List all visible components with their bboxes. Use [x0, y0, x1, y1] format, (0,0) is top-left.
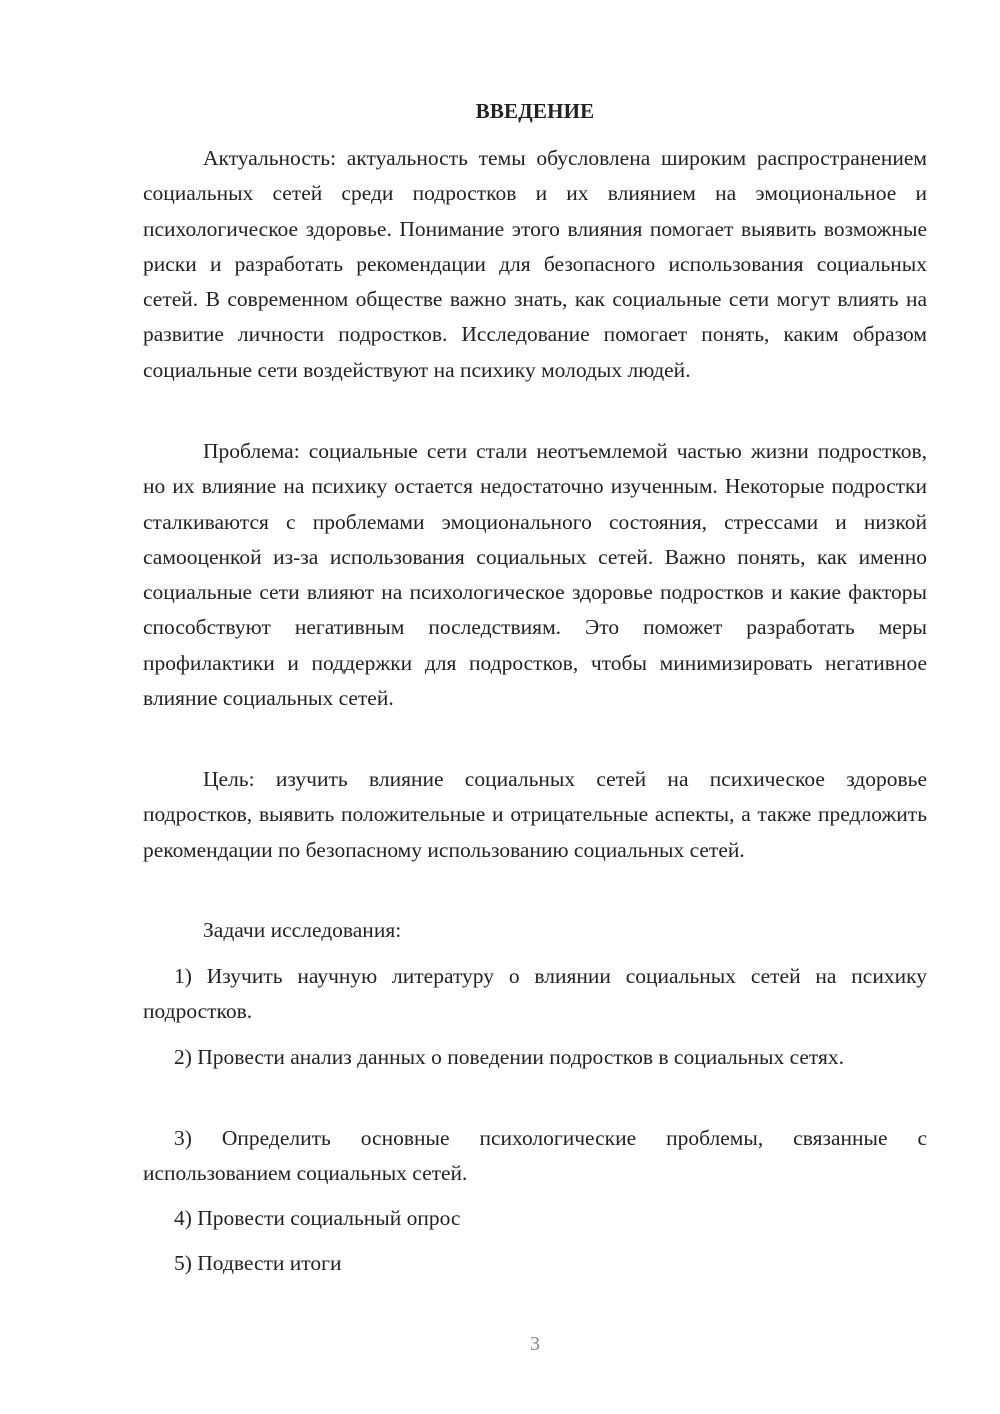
- paragraph-relevance: [143, 141, 927, 388]
- task-item-3: [143, 1121, 927, 1192]
- page-number: 3: [530, 1333, 540, 1355]
- paragraph-relevance-text: Актуальность: актуальность темы обусловлена широким распространением социальных сетей среди подростков и их влиянием на эмоциональное и психологическое здоровье. Понимание этого влияния помогает выявить возможные риски и разработать рекомендации для безопасного использования социальных сетей. В современном обществе важно знать, как социальные сети могут влиять на развитие личности подростков. Исследование помогает понять, каким образом социальные сети воздействуют на психику молодых людей.: [143, 146, 927, 382]
- paragraph-problem: [143, 434, 927, 716]
- paragraph-goal-text: Цель: изучить влияние социальных сетей на психическое здоровье подростков, выявить положительные и отрицательные аспекты, а также предложить рекомендации по безопасному использованию социальных сетей.: [143, 767, 927, 862]
- task-item-1: [143, 959, 927, 1030]
- tasks-heading: [143, 913, 927, 948]
- task-item-text: 1) Изучить научную литературу о влиянии социальных сетей на психику подростков.: [143, 964, 927, 1024]
- task-item-text: 5) Подвести итоги: [174, 1251, 342, 1275]
- tasks-heading-text: Задачи исследования:: [203, 918, 402, 942]
- task-item-4: [143, 1201, 927, 1236]
- task-item-text: 2) Провести анализ данных о поведении подростков в социальных сетях.: [174, 1045, 845, 1069]
- task-item-5: [143, 1246, 927, 1281]
- page-title: ВВЕДЕНИЕ: [475, 99, 595, 123]
- paragraph-problem-text: Проблема: социальные сети стали неотъемлемой частью жизни подростков, но их влияние на психику остается недостаточно изученным. Некоторые подростки сталкиваются с проблемами эмоционального состояния, стрессами и низкой самооценкой из-за использования социальных сетей. Важно понять, как именно социальные сети влияют на психологическое здоровье подростков и какие факторы способствуют негативным последствиям. Это поможет разработать меры профилактики и поддержки для подростков, чтобы минимизировать негативное влияние социальных сетей.: [143, 439, 927, 711]
- task-item-text: 3) Определить основные психологические проблемы, связанные с использованием социальных сетей.: [143, 1126, 927, 1186]
- paragraph-goal: [143, 762, 927, 868]
- task-item-text: 4) Провести социальный опрос: [174, 1206, 461, 1230]
- task-item-2: [143, 1040, 927, 1075]
